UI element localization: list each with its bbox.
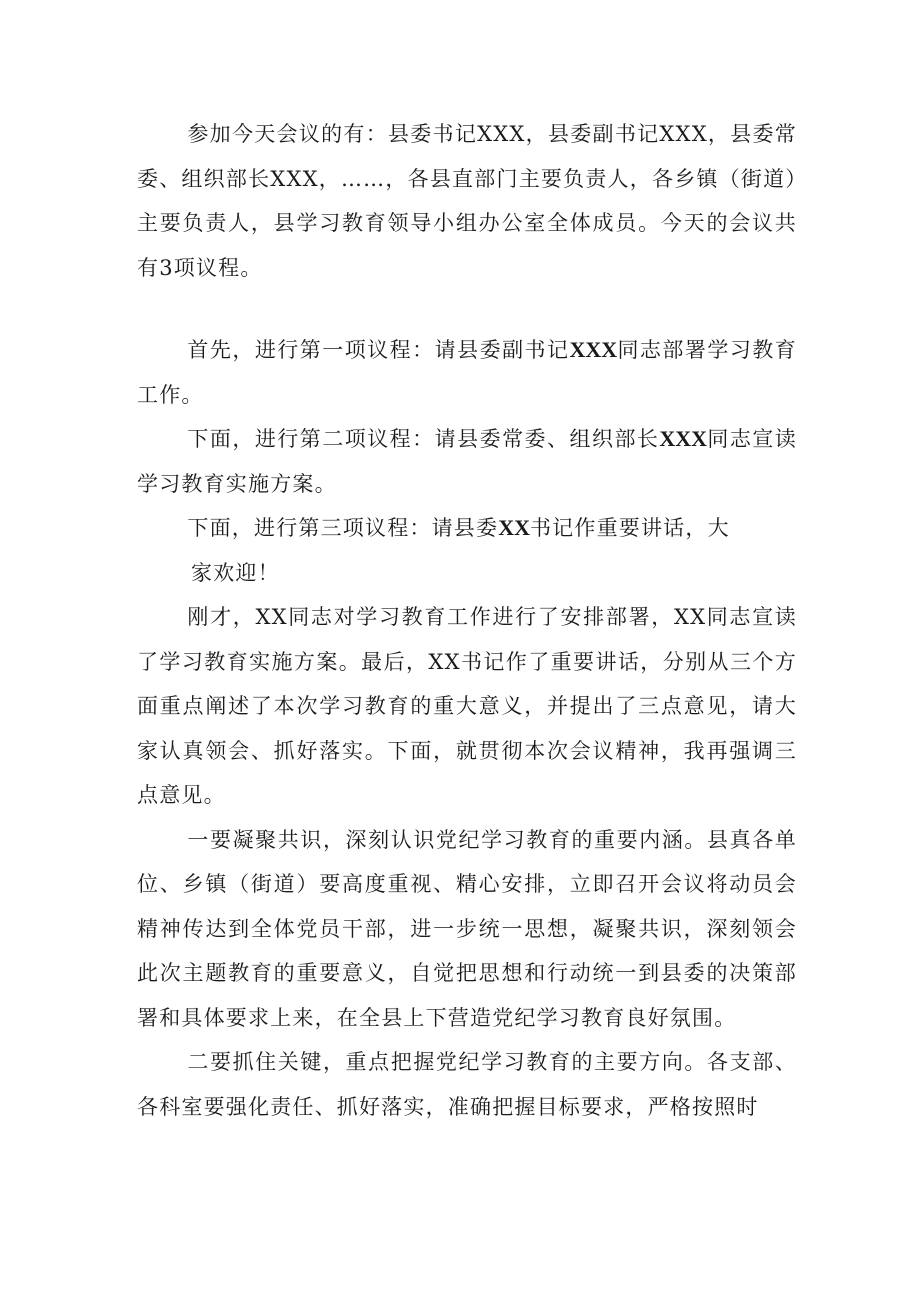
agenda-1-text-a: 首先，进行第一项议程：请县委副书记: [187, 338, 570, 362]
agenda-2-text-a: 下面，进行第二项议程：请县委常委、组织部长: [187, 427, 660, 451]
paragraph-agenda-1: [137, 328, 797, 417]
agenda-3-text-b: 书记作重要讲话，大: [529, 516, 730, 540]
agenda-2-text-b: 同志宣读学习教育实施方案。: [137, 427, 797, 496]
paragraph-welcome: 家欢迎！: [191, 560, 280, 585]
paragraph-point-1: 一要凝聚共识，深刻认识党纪学习教育的重要内涵。县真各单位、乡镇（街道）要高度重视、精心安排，立即召开会议将动员会精神传达到全体党员干部，进一步统一思想，凝聚共识，深刻领会此次主题教育的重要意义，自觉把思想和行动统一到县委的决策部署和具体要求上来，在全县上下营造党纪学习教育良好氛围。: [137, 827, 797, 1030]
paragraph-attendees: 参加今天会议的有：县委书记XXX，县委副书记XXX，县委常委、组织部长XXX，……，各县直部门主要负责人，各乡镇（街道）主要负责人，县学习教育领导小组办公室全体成员。今天的会议共有3项议程。: [137, 122, 797, 280]
paragraph-gap: [137, 290, 797, 328]
agenda-1-name: XXX: [569, 337, 618, 362]
paragraph-summary: 刚才，XX同志对学习教育工作进行了安排部署，XX同志宣读了学习教育实施方案。最后，XX书记作了重要讲话，分别从三个方面重点阐述了本次学习教育的重大意义，并提出了三点意见，请大家认真领会、抓好落实。下面，就贯彻本次会议精神，我再强调三点意见。: [137, 605, 797, 807]
document-body: [137, 112, 797, 1129]
agenda-3-text-a: 下面，进行第三项议程：请县委: [187, 516, 499, 540]
agenda-2-name: XXX: [659, 426, 708, 451]
agenda-1-text-b: 同志部署学习教育工作。: [137, 338, 797, 407]
paragraph-point-2: 二要抓住关键，重点把握党纪学习教育的主要方向。各支部、各科室要强化责任、抓好落实，准确把握目标要求，严格按照时: [137, 1050, 797, 1119]
agenda-3-name: XX: [498, 515, 530, 540]
paragraph-agenda-3: [137, 506, 797, 551]
paragraph-agenda-2: [137, 417, 797, 506]
